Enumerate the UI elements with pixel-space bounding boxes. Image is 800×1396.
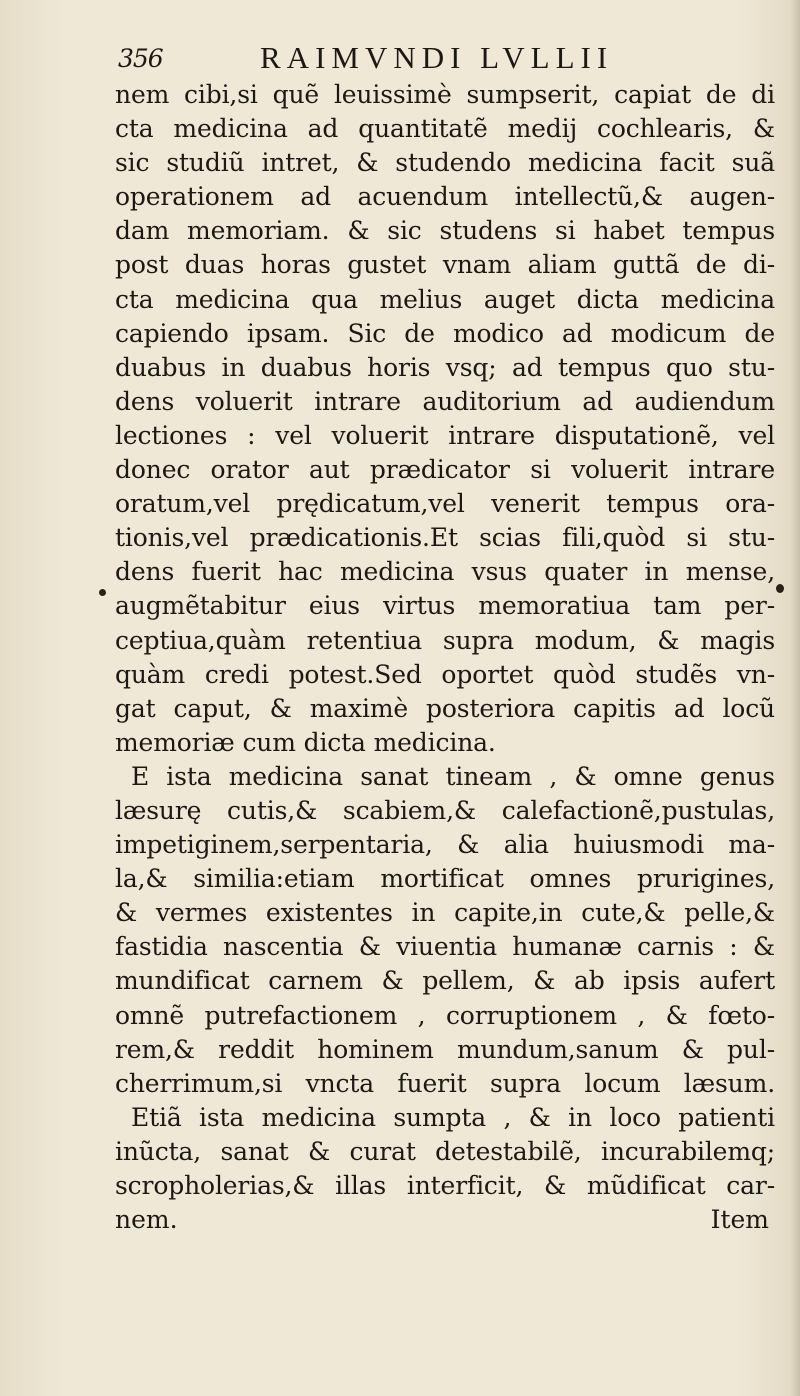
running-head: RAIMVNDI LVLLII (260, 40, 614, 75)
page-number: 356 (118, 44, 163, 73)
text-line: dens voluerit intrare auditorium ad audiendum (115, 386, 775, 416)
text-line: ceptiua,quàm retentiua supra modum, & magis (115, 625, 775, 655)
catchword: Item (710, 1205, 769, 1235)
final-line (115, 1203, 775, 1237)
margin-ink-blot (776, 584, 784, 593)
text-line: cta medicina qua melius auget dicta medicina (115, 284, 775, 314)
text-line: nem cibi,si quẽ leuissimè sumpserit, capiat de di (115, 80, 775, 109)
text-line: tionis,vel prædicationis.Et scias fili,quòd si stu- (115, 523, 775, 553)
text-line: inũcta, sanat & curat detestabilẽ, incurabilemq; (115, 1136, 775, 1166)
text-line: rem,& reddit hominem mundum,sanum & pul- (115, 1034, 775, 1064)
text-line: & vermes existentes in capite,in cute,& pelle,& (115, 898, 775, 928)
page-header (112, 38, 772, 80)
body-text (115, 78, 775, 1237)
paragraph-start-line: E ista medicina sanat tineam , & omne genus (131, 761, 775, 791)
text-line: oratum,vel prędicatum,vel venerit tempus ora- (115, 489, 775, 519)
text-line: duabus in duabus horis vsq; ad tempus quo stu- (115, 352, 775, 382)
text-line: fastidia nascentia & viuentia humanæ carnis : & (115, 932, 775, 962)
text-line: la,& similia:etiam mortificat omnes prurigines, (115, 864, 775, 894)
text-line: dens fuerit hac medicina vsus quater in mense, (115, 557, 775, 587)
text-line: donec orator aut prædicator si voluerit intrare (115, 455, 775, 485)
text-line: impetiginem,serpentaria, & alia huiusmodi ma- (115, 830, 775, 860)
text-line: quàm credi potest.Sed oportet quòd studẽs vn- (115, 659, 775, 689)
margin-dot-mark (99, 589, 106, 596)
text-line: gat caput, & maximè posteriora capitis ad locũ (115, 693, 775, 723)
page-edge-shadow (790, 0, 800, 1396)
text-line: cherrimum,si vncta fuerit supra locum læsum. (115, 1068, 775, 1098)
final-line-text: nem. (115, 1205, 178, 1235)
text-line: mundificat carnem & pellem, & ab ipsis aufert (115, 966, 775, 996)
text-line: augmẽtabitur eius virtus memoratiua tam per- (115, 591, 775, 621)
text-line: dam memoriam. & sic studens si habet tempus (115, 216, 775, 246)
text-line: operationem ad acuendum intellectũ,& augen- (115, 182, 775, 212)
text-line: lectiones : vel voluerit intrare disputationẽ, vel (115, 420, 775, 450)
text-line: læsurę cutis,& scabiem,& calefactionẽ,pustulas, (115, 795, 775, 825)
text-line: omnẽ putrefactionem , corruptionem , & fœto- (115, 1000, 775, 1030)
paragraph-start-line: Etiã ista medicina sumpta , & in loco patienti (131, 1102, 775, 1132)
paragraph-end-line: memoriæ cum dicta medicina. (115, 727, 496, 757)
text-line: scropholerias,& illas interficit, & mũdificat car- (115, 1171, 775, 1200)
text-line: post duas horas gustet vnam aliam guttã de di- (115, 250, 775, 280)
text-line: capiendo ipsam. Sic de modico ad modicum de (115, 318, 775, 348)
text-line: cta medicina ad quantitatẽ medij cochlearis, & (115, 114, 775, 144)
text-line: sic studiũ intret, & studendo medicina facit suã (115, 148, 775, 178)
